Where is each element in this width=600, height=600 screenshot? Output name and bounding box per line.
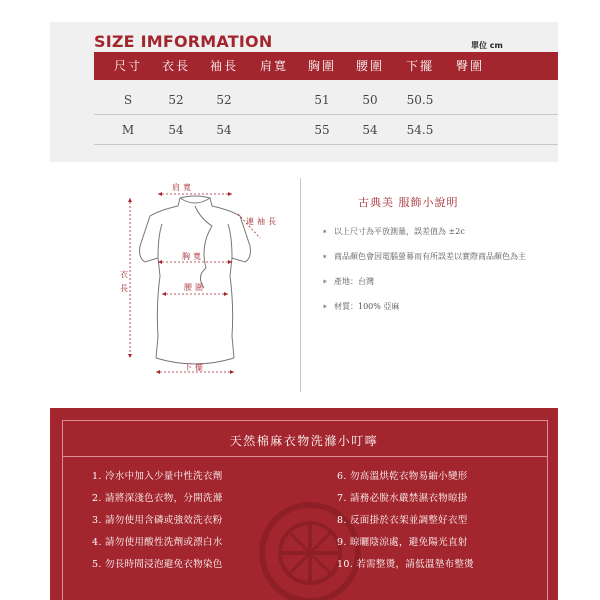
size-table-header [94,52,558,80]
table-cell [450,116,490,144]
table-cell: 54.5 [406,123,434,137]
care-list-left [92,466,223,576]
asterisk-icon: ∗ [322,277,328,286]
asterisk-icon: ∗ [322,252,328,261]
vertical-divider [300,178,301,392]
notes-title: 古典美 服飾小說明 [358,196,459,209]
list-item: 5. 勿長時間浸泡避免衣物染色 [92,559,223,570]
size-information-title: SIZE IMFORMATION [94,32,273,51]
care-list-right [337,466,474,576]
list-item [322,276,562,287]
table-cell: M [121,123,135,137]
label-waist: 腰圍 [184,283,206,292]
header-chest: 胸圍 [307,59,336,73]
care-title: 天然棉麻衣物洗滌小叮嚀 [229,434,379,448]
list-item [322,226,562,237]
row-divider [94,114,558,115]
asterisk-icon: ∗ [322,302,328,311]
list-item: 3. 請勿使用含磷或強效洗衣粉 [92,515,223,526]
table-cell: 55 [314,123,330,137]
header-hip: 臀圍 [455,59,484,73]
notes-list [322,226,562,326]
table-cell [254,86,294,114]
unit-label: 單位 cm [471,41,503,50]
table-cell: 50 [362,93,378,107]
table-row [94,116,558,144]
garment-measurement-diagram [100,176,290,388]
list-item: 7. 請務必脫水嚴禁濕衣物晾掛 [337,493,468,504]
label-shoulder-width: 肩寬 [172,183,194,192]
list-item: 2. 請將深淺色衣物，分開洗滌 [92,493,223,504]
header-hem: 下擺 [405,59,434,73]
header-waist: 腰圍 [355,59,384,73]
row-divider [94,144,558,145]
table-cell: 51 [314,93,330,107]
header-size: 尺寸 [113,59,142,73]
header-shoulder: 肩寬 [259,59,288,73]
table-row [94,86,558,114]
asterisk-icon: ∗ [322,227,328,236]
table-cell: 52 [216,93,232,107]
list-item: 4. 請勿使用酸性洗劑或漂白水 [92,537,223,548]
note-text: 商品顏色會因電腦螢幕而有所誤差以實際商品顏色為主 [334,252,526,261]
label-length: 衣長 [120,270,128,293]
list-item: 10. 若需整燙，請低溫墊布整燙 [337,559,474,570]
header-length: 衣長 [161,59,190,73]
note-text: 產地：台灣 [334,277,374,286]
care-instructions-panel [50,408,558,600]
label-sleeve-length: 連袖長 [246,217,279,226]
list-item [322,251,562,262]
list-item [322,301,562,312]
table-cell [254,116,294,144]
list-item: 9. 晾曬陰涼處，避免陽光直射 [337,537,468,548]
list-item: 8. 反面掛於衣架並調整好衣型 [337,515,468,526]
care-title-divider [62,456,548,457]
label-hem: 下擺 [184,363,206,372]
note-text: 材質：100% 亞麻 [334,302,400,311]
note-text: 以上尺寸為平放測量，誤差值為 ±2c [334,227,465,236]
table-cell: 50.5 [406,93,434,107]
list-item: 6. 勿高溫烘乾衣物易縮小變形 [337,471,468,482]
header-sleeve: 袖長 [209,59,238,73]
list-item: 1. 冷水中加入少量中性洗衣劑 [92,471,223,482]
table-cell: 52 [168,93,184,107]
table-cell: 54 [362,123,378,137]
table-cell: 54 [216,123,232,137]
table-cell [450,86,490,114]
table-cell: S [123,93,133,107]
table-cell: 54 [168,123,184,137]
size-information-section [50,22,558,162]
label-chest: 胸寬 [182,252,204,261]
